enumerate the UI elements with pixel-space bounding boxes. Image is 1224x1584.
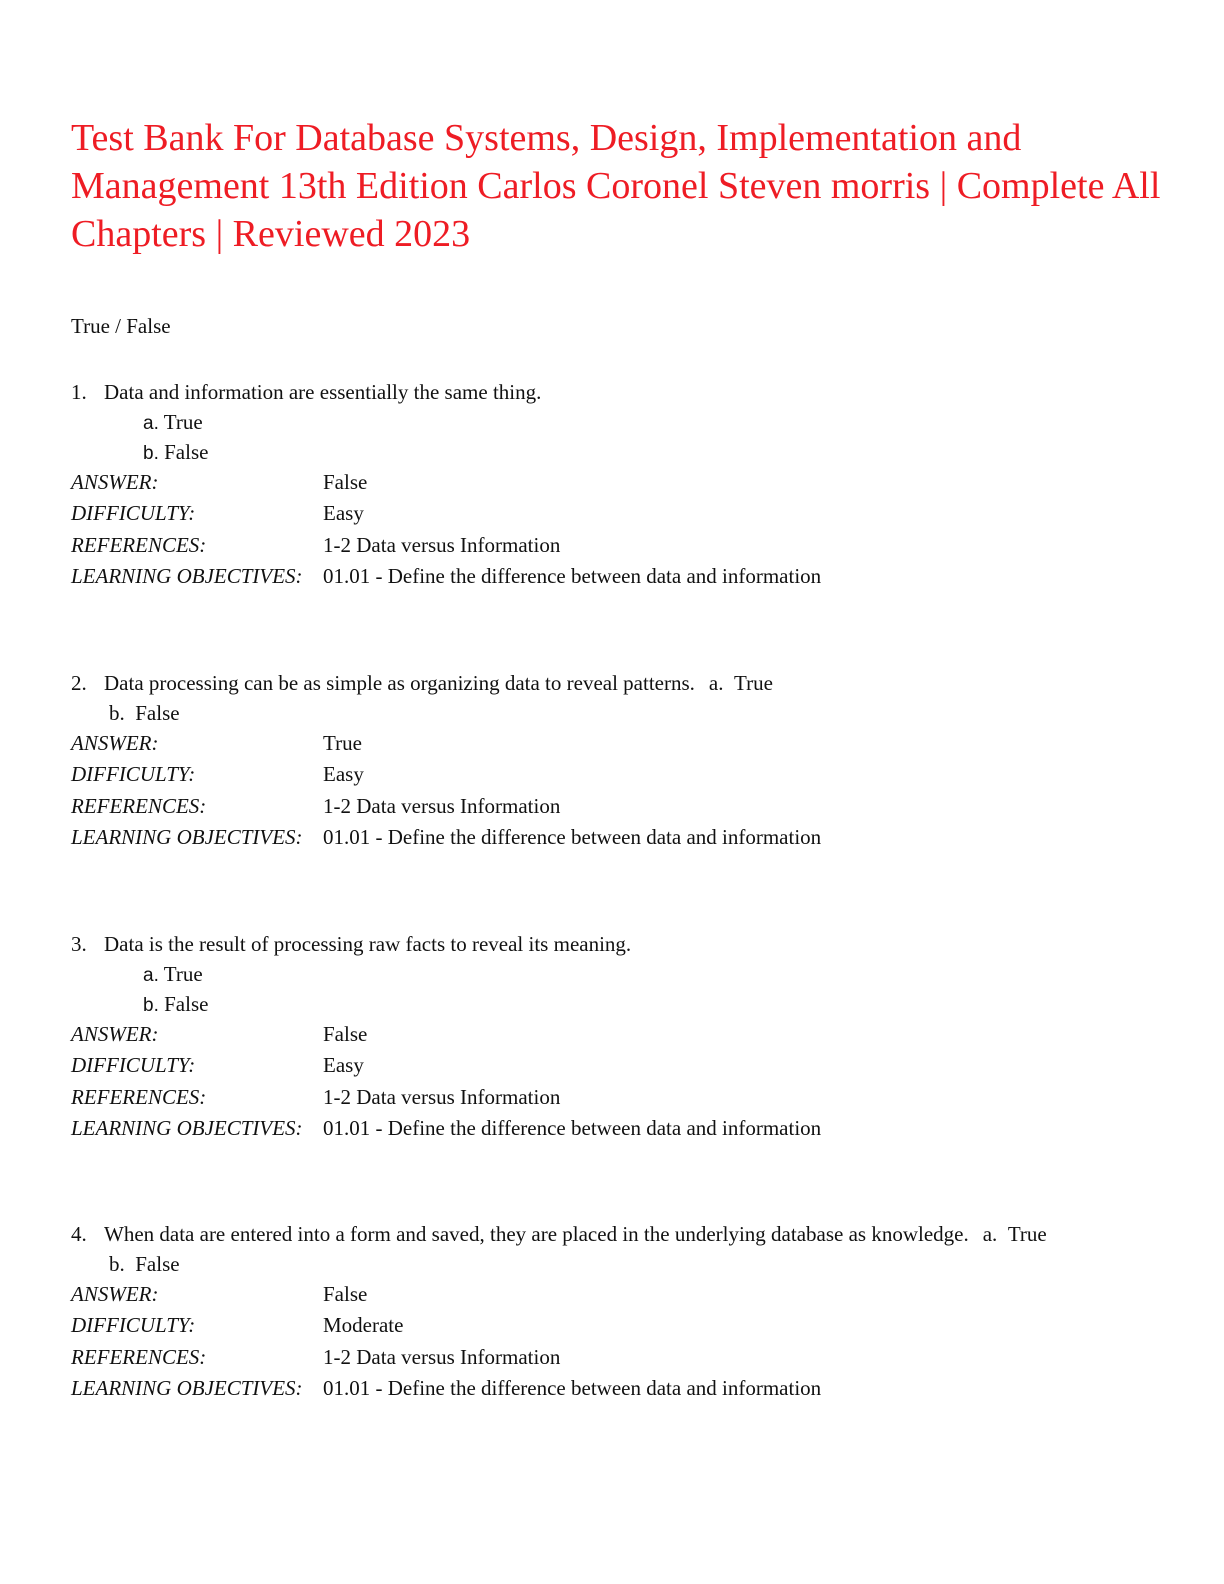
option-letter: b. — [143, 995, 159, 1016]
question-4 — [71, 1219, 1171, 1404]
objectives-value: 01.01 - Define the difference between data and information — [323, 1115, 822, 1140]
difficulty-row — [71, 759, 1171, 790]
option-a — [709, 671, 773, 695]
option-text: True — [163, 962, 203, 986]
objectives-label: LEARNING OBJECTIVES: — [71, 1115, 303, 1140]
option-text: False — [164, 992, 209, 1016]
question-text: Data and information are essentially the same thing. — [104, 380, 542, 404]
objectives-row — [71, 561, 1171, 592]
objectives-label: LEARNING OBJECTIVES: — [71, 824, 303, 849]
references-row — [71, 1082, 1171, 1113]
answer-label: ANSWER: — [71, 731, 159, 755]
answer-label: ANSWER: — [71, 1282, 159, 1306]
difficulty-label: DIFFICULTY: — [71, 501, 196, 526]
question-number: 1. — [71, 380, 87, 404]
references-label: REFERENCES: — [71, 1344, 207, 1369]
references-label: REFERENCES: — [71, 793, 207, 818]
question-stem — [71, 668, 1171, 698]
option-text: False — [164, 440, 209, 464]
question-number: 3. — [71, 932, 87, 956]
question-text: Data processing can be as simple as organizing data to reveal patterns. — [104, 671, 695, 695]
difficulty-label: DIFFICULTY: — [71, 1053, 196, 1078]
option-text: False — [135, 701, 180, 725]
answer-row — [71, 728, 1171, 759]
answer-value: True — [323, 731, 362, 755]
option-letter: b. — [109, 1252, 125, 1276]
objectives-row — [71, 1113, 1171, 1144]
option-a — [983, 1222, 1047, 1246]
answer-label: ANSWER: — [71, 470, 159, 494]
answer-value: False — [323, 1022, 368, 1046]
references-label: REFERENCES: — [71, 1084, 207, 1109]
option-b — [71, 437, 1171, 467]
option-a — [71, 959, 1171, 989]
option-text: True — [1007, 1222, 1047, 1246]
option-text: True — [163, 410, 203, 434]
references-value: 1-2 Data versus Information — [323, 793, 561, 818]
question-1 — [71, 377, 1171, 592]
references-value: 1-2 Data versus Information — [323, 1084, 561, 1109]
objectives-value: 01.01 - Define the difference between data and information — [323, 824, 822, 849]
question-number: 2. — [71, 671, 87, 695]
difficulty-value: Easy — [323, 762, 364, 787]
option-letter: a. — [143, 965, 159, 986]
references-value: 1-2 Data versus Information — [323, 1344, 561, 1369]
question-stem — [71, 929, 1171, 959]
option-letter: a. — [982, 1222, 998, 1246]
option-letter: a. — [708, 671, 724, 695]
references-label: REFERENCES: — [71, 532, 207, 557]
objectives-row — [71, 1373, 1171, 1404]
answer-label: ANSWER: — [71, 1022, 159, 1046]
objectives-label: LEARNING OBJECTIVES: — [71, 1375, 303, 1400]
option-letter: b. — [109, 701, 125, 725]
references-row — [71, 1342, 1171, 1373]
question-stem — [71, 1219, 1171, 1249]
objectives-value: 01.01 - Define the difference between data and information — [323, 1375, 822, 1400]
question-number: 4. — [71, 1222, 87, 1246]
difficulty-label: DIFFICULTY: — [71, 1313, 196, 1338]
difficulty-row — [71, 498, 1171, 529]
question-text: When data are entered into a form and saved, they are placed in the underlying database as knowledge. — [104, 1222, 969, 1246]
option-text: True — [733, 671, 773, 695]
answer-value: False — [323, 470, 368, 494]
objectives-label: LEARNING OBJECTIVES: — [71, 563, 303, 588]
objectives-row — [71, 822, 1171, 853]
difficulty-value: Easy — [323, 1053, 364, 1078]
difficulty-label: DIFFICULTY: — [71, 762, 196, 787]
answer-row — [71, 467, 1171, 498]
question-text: Data is the result of processing raw facts to reveal its meaning. — [104, 932, 632, 956]
answer-row — [71, 1279, 1171, 1310]
references-row — [71, 530, 1171, 561]
question-stem — [71, 377, 1171, 407]
option-b — [71, 698, 1171, 728]
difficulty-row — [71, 1310, 1171, 1341]
option-b — [71, 989, 1171, 1019]
option-b — [71, 1249, 1171, 1279]
difficulty-value: Moderate — [323, 1313, 404, 1338]
references-row — [71, 791, 1171, 822]
question-2 — [71, 668, 1171, 853]
page-title: Test Bank For Database Systems, Design, Implementation and Management 13th Edition Carlos Coronel Steven morris | Complete All Chapters | Reviewed 2023 — [71, 117, 1161, 255]
question-3 — [71, 929, 1171, 1144]
option-letter: b. — [143, 443, 159, 464]
objectives-value: 01.01 - Define the difference between data and information — [323, 563, 822, 588]
answer-row — [71, 1019, 1171, 1050]
references-value: 1-2 Data versus Information — [323, 532, 561, 557]
answer-value: False — [323, 1282, 368, 1306]
difficulty-value: Easy — [323, 501, 364, 526]
option-letter: a. — [143, 413, 159, 434]
section-label: True / False — [71, 314, 171, 338]
option-a — [71, 407, 1171, 437]
difficulty-row — [71, 1050, 1171, 1081]
option-text: False — [135, 1252, 180, 1276]
